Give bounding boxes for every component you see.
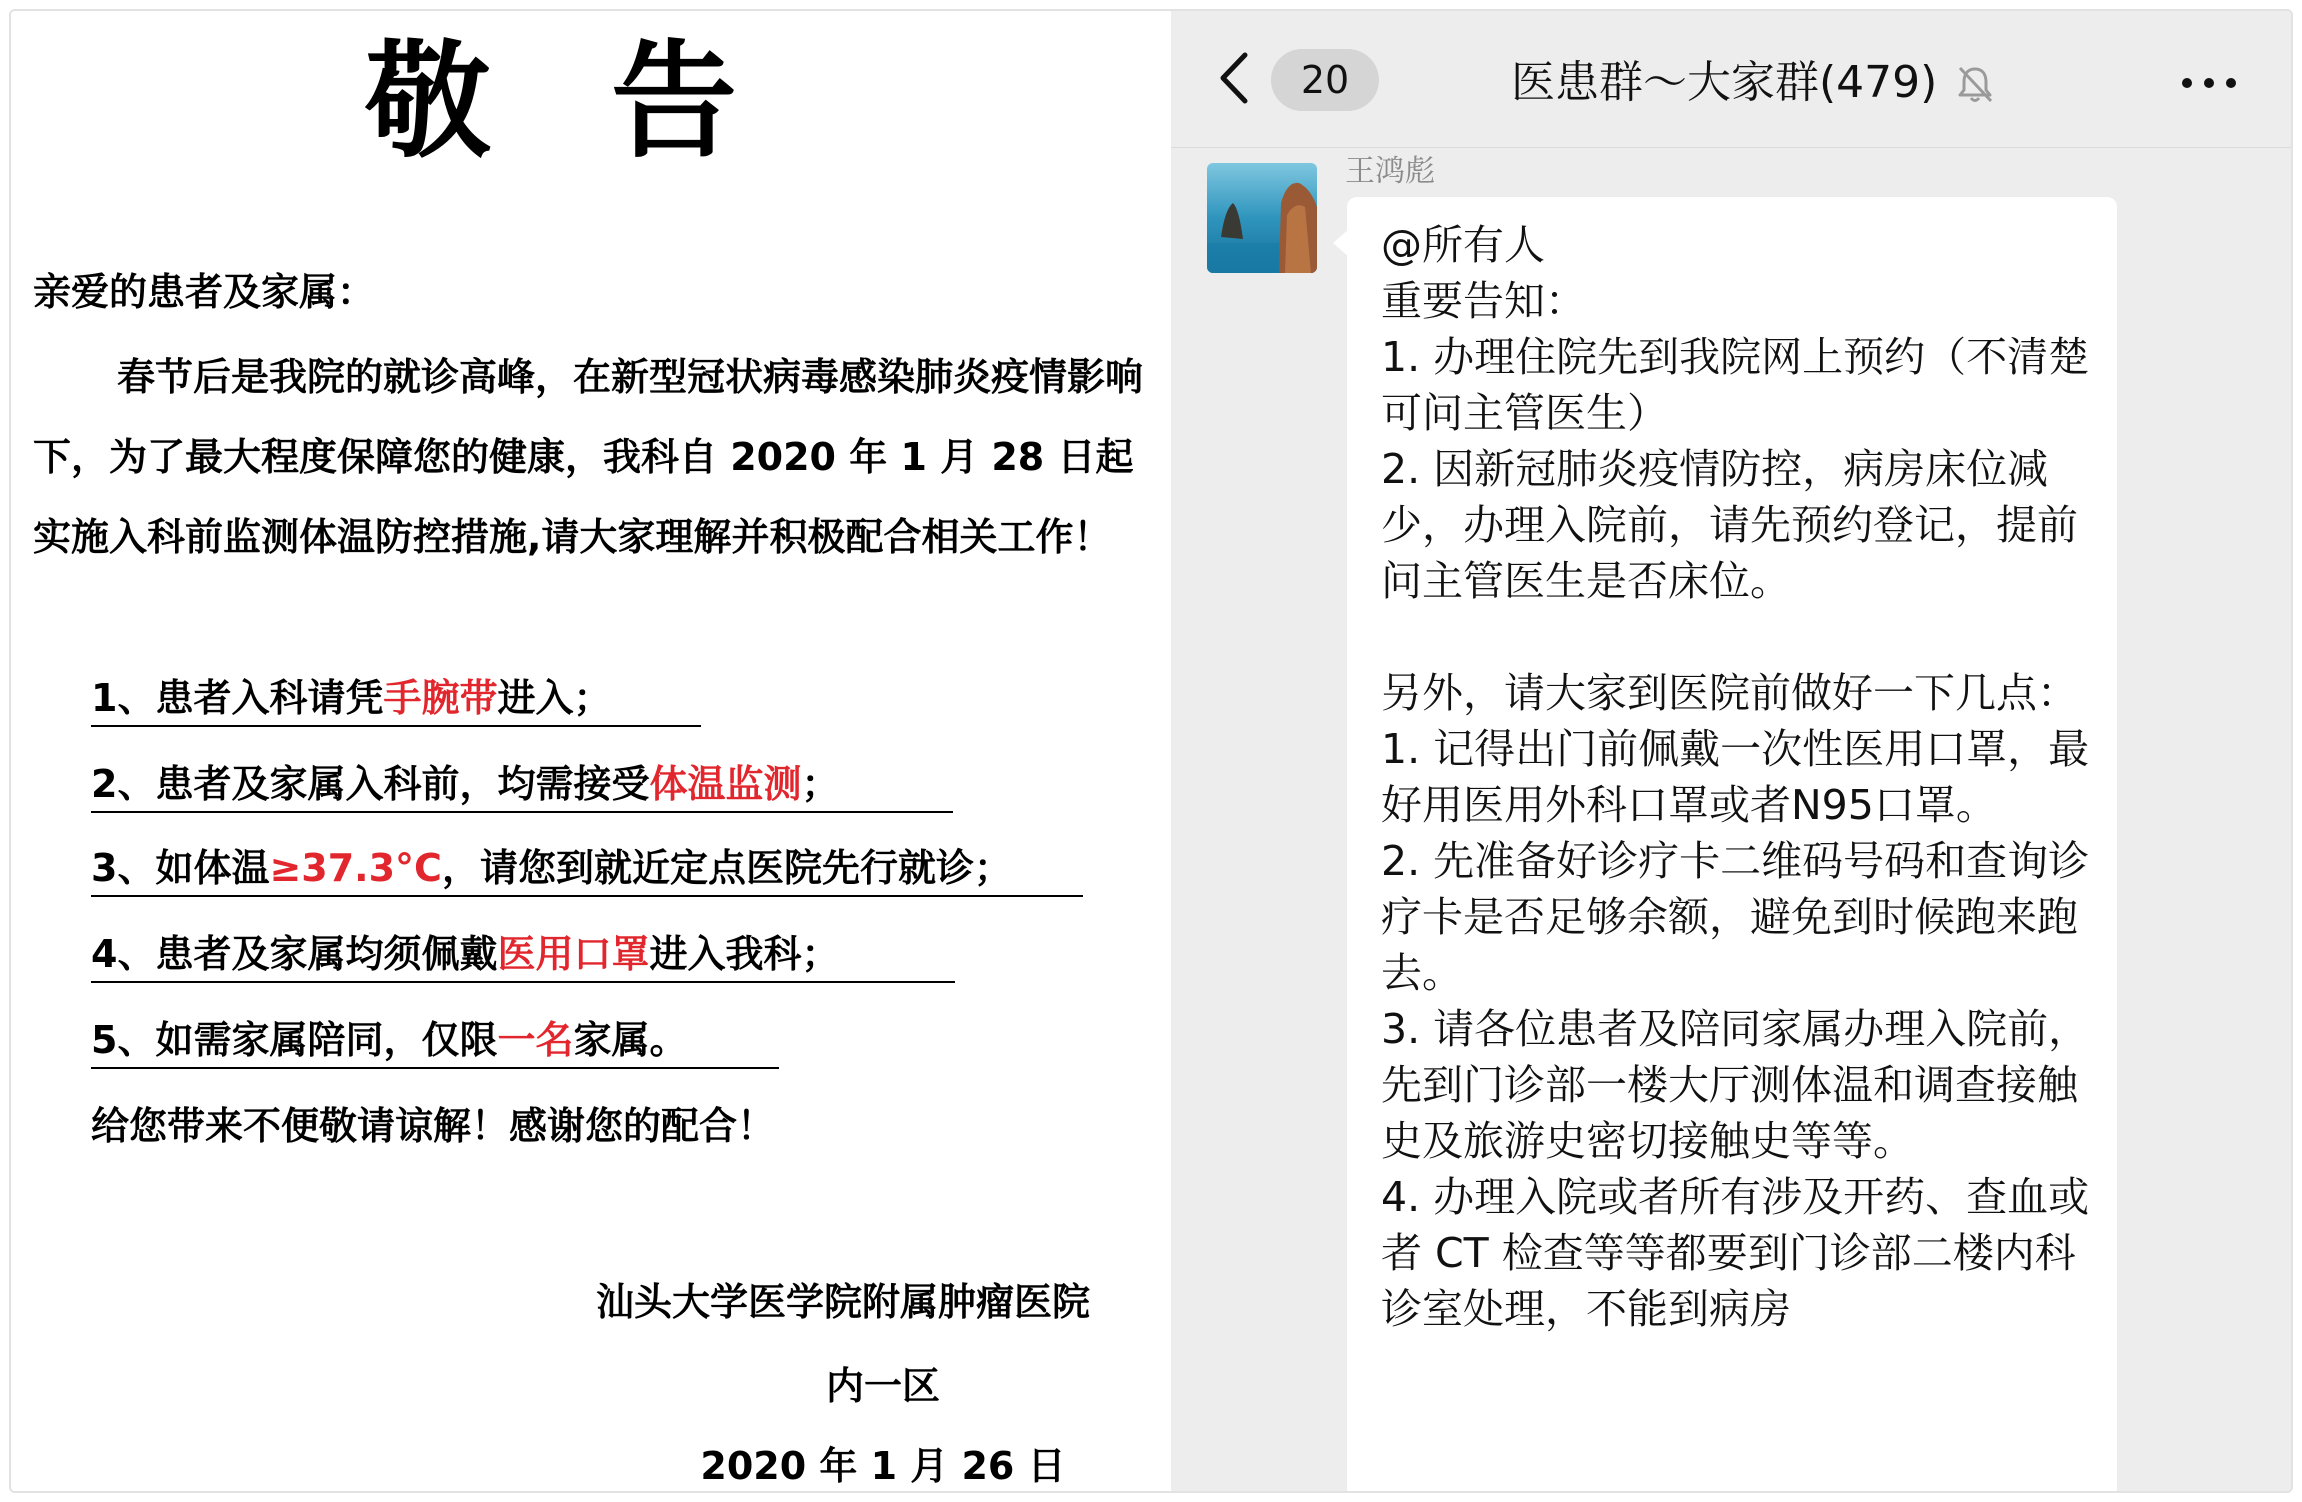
message-bubble[interactable]	[1347, 197, 2117, 1493]
notice-item-5: 5、如需家属陪同，仅限一名家属。	[91, 1015, 779, 1069]
unread-count-badge[interactable]: 20	[1271, 49, 1379, 111]
notice-paragraph: 春节后是我院的就诊高峰，在新型冠状病毒感染肺炎疫情影响下，为了最大程度保障您的健康，我科自 2020 年 1 月 28 日起实施入科前监测体温防控措施,请大家理解并积极配合相关工作！	[33, 355, 1144, 559]
notice-document	[11, 11, 1171, 1491]
notice-greeting: 亲爱的患者及家属：	[33, 270, 376, 314]
mute-bell-icon	[1956, 64, 1994, 104]
chat-panel	[1171, 11, 2291, 1491]
back-chevron-icon[interactable]	[1217, 51, 1251, 105]
notice-item-3: 3、如体温≥37.3°C，请您到就近定点医院先行就诊；	[91, 843, 1083, 897]
notice-sign-date: 2020 年 1 月 26 日	[700, 1444, 1066, 1488]
sender-name: 王鸿彪	[1345, 154, 1435, 189]
sender-avatar[interactable]	[1207, 163, 1317, 273]
more-dots-icon[interactable]	[2179, 77, 2239, 89]
notice-item-1: 1、患者入科请凭手腕带进入；	[91, 673, 701, 727]
notice-closing: 给您带来不便敬请谅解！感谢您的配合！	[91, 1104, 776, 1148]
screenshot-frame	[9, 9, 2293, 1493]
notice-sign-org: 汕头大学医学院附属肿瘤医院	[595, 1280, 1090, 1324]
chat-header	[1171, 11, 2291, 148]
notice-item-2: 2、患者及家属入科前，均需接受体温监测；	[91, 759, 953, 813]
notice-title: 敬告	[365, 28, 857, 175]
notice-sign-dept: 内一区	[825, 1364, 940, 1408]
message-text: @所有人 重要告知： 1. 办理住院先到我院网上预约（不清楚可问主管医生） 2. 因新冠肺炎疫情防控，病房床位减少，办理入院前，请先预约登记，提前问主管医生是否床位。 另外，请大家到医院前做好一下几点： 1. 记得出门前佩戴一次性医用口罩，最好用医用外科口罩或者N95口罩。 2. 先准备好诊疗卡二维码号码和查询诊疗卡是否足够余额，避免到时候跑来跑去。 3. 请各位患者及陪同家属办理入院前，先到门诊部一楼大厅测体温和调查接触史及旅游史密切接触史等等。 4. 办理入院或者所有涉及开药、查血或者 CT 检查等等都要到门诊部二楼内科诊室处理，不能到病房	[1381, 221, 2090, 1333]
group-title: 医患群～大家群(479)	[1511, 57, 1938, 108]
notice-item-4: 4、患者及家属均须佩戴医用口罩进入我科；	[91, 929, 955, 983]
